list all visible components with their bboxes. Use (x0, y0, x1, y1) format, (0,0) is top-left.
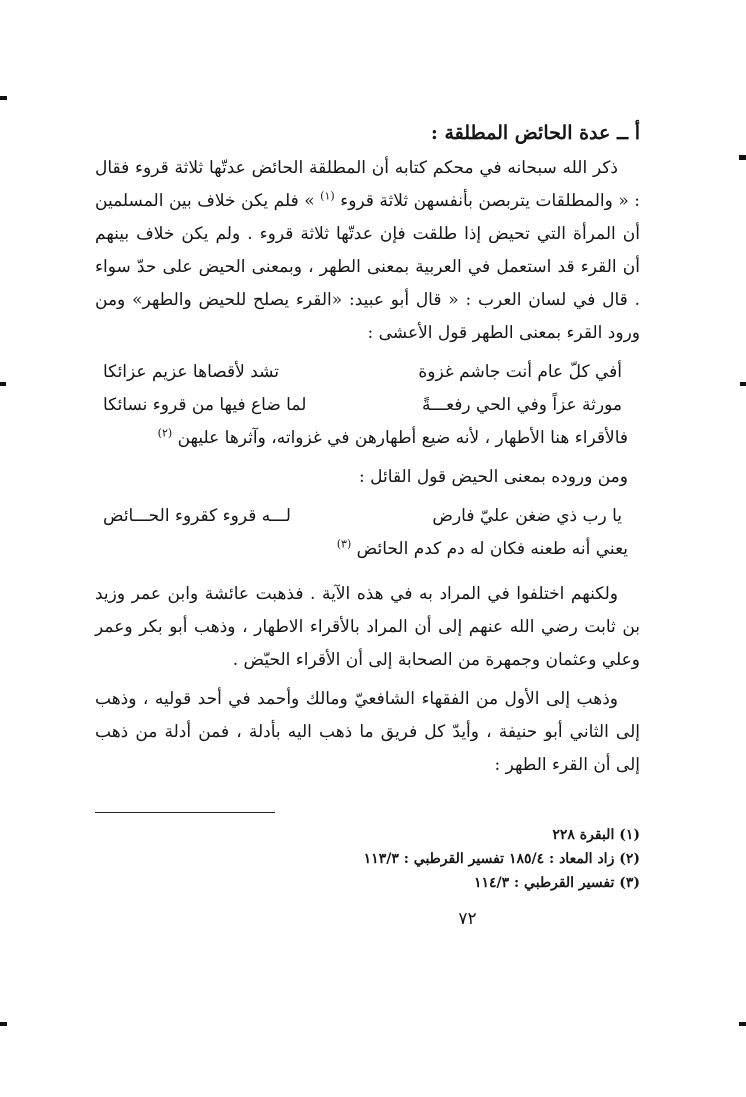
footnotes (95, 823, 640, 895)
paragraph-2: ولكنهم اختلفوا في المراد به في هذه الآية . فذهبت عائشة وابن عمر وزيد بن ثابت رضي الله عنهم إلى أن المراد بالأقراء الاطهار ، وذهب أبو بكر وعمر وعلي وعثمان وجمهرة من الصحابة إلى أن الأقراء الحيّض . (95, 584, 640, 670)
paragraph-1 (95, 152, 640, 350)
scan-edge-mark (0, 382, 6, 386)
document-page (95, 118, 640, 929)
verse-1-second-hemistich: تشد لأقصاها عزيم عزائكا (103, 362, 280, 382)
scan-edge-mark (740, 382, 746, 386)
footnote-1: (١) البقرة ٢٢٨ (552, 827, 640, 843)
verse-explanation-2-text: يعني أنه طعنه فكان له دم كدم الحائض (356, 539, 628, 559)
scan-edge-mark (739, 1022, 746, 1026)
verse-3-second-hemistich: لـــه قروء كقروء الحـــائض (103, 506, 291, 526)
verse-1-first-hemistich: أفي كلّ عام أنت جاشم غزوة (418, 362, 622, 382)
verse-2-second-hemistich: لما ضاع فيها من قروء نسائكا (103, 395, 307, 415)
footnote-2: (٢) زاد المعاد : ١٨٥/٤ تفسير القرطبي : ١١٣/٣ (363, 851, 640, 867)
verse-line-2 (95, 389, 640, 422)
verse-3-first-hemistich: يا رب ذي ضغن عليّ فارض (432, 506, 622, 526)
footnote-separator (95, 812, 275, 813)
footnote-3: (٣) تفسير القرطبي : ١١٤/٣ (473, 875, 640, 891)
section-heading: أ ــ عدة الحائض المطلقة : (430, 122, 640, 144)
verse-line-3 (95, 500, 640, 533)
footnote-ref-1: (١) (320, 189, 335, 203)
paragraph-1-text: ذكر الله سبحانه في محكم كتابه أن المطلقة الحائض عدتّها ثلاثة قروء فقال : « والمطلقات يتربصن بأنفسهن ثلاثة قروء (95, 158, 641, 211)
scan-edge-mark (0, 96, 7, 100)
scan-edge-mark (739, 155, 746, 160)
page-number: ٧٢ (458, 909, 477, 929)
verse-explanation-1 (95, 422, 640, 455)
paragraph-1-continuation: » فلم يكن خلاف بين المسلمين أن المرأة التي تحيض إذا طلقت فإن عدتّها ثلاثة قروء . ولم يكن خلاف بينهم أن القرء قد استعمل في العربية بمعنى الطهر ، وبمعنى الحيض على حدّ سواء . قال في لسان العرب : « قال أبو عبيد: «القرء يصلح للحيض والطهر» ومن ورود القرء بمعنى الطهر قول الأعشى : (95, 191, 640, 343)
paragraph-3: وذهب إلى الأول من الفقهاء الشافعيّ ومالك وأحمد في أحد قوليه ، وذهب إلى الثاني أبو حنيفة ، وأيدّ كل فريق ما ذهب اليه بأدلة ، فمن أدلة من ذهب إلى أن القرء الطهر : (95, 689, 640, 775)
footnote-ref-2: (٢) (157, 426, 173, 440)
verse-intro-2: ومن وروده بمعنى الحيض قول القائل : (359, 467, 628, 487)
verse-2-first-hemistich: مورثة عزاً وفي الحي رفعـــةً (422, 395, 622, 415)
verse-line-1 (95, 356, 640, 389)
scan-edge-mark (0, 1022, 7, 1026)
verse-explanation-1-text: فالأقراء هنا الأطهار ، لأنه ضيع أطهارهن في غزواته، وآثرها عليهن (177, 428, 628, 448)
verse-explanation-2 (95, 533, 640, 566)
footnote-ref-3: (٣) (336, 537, 352, 551)
